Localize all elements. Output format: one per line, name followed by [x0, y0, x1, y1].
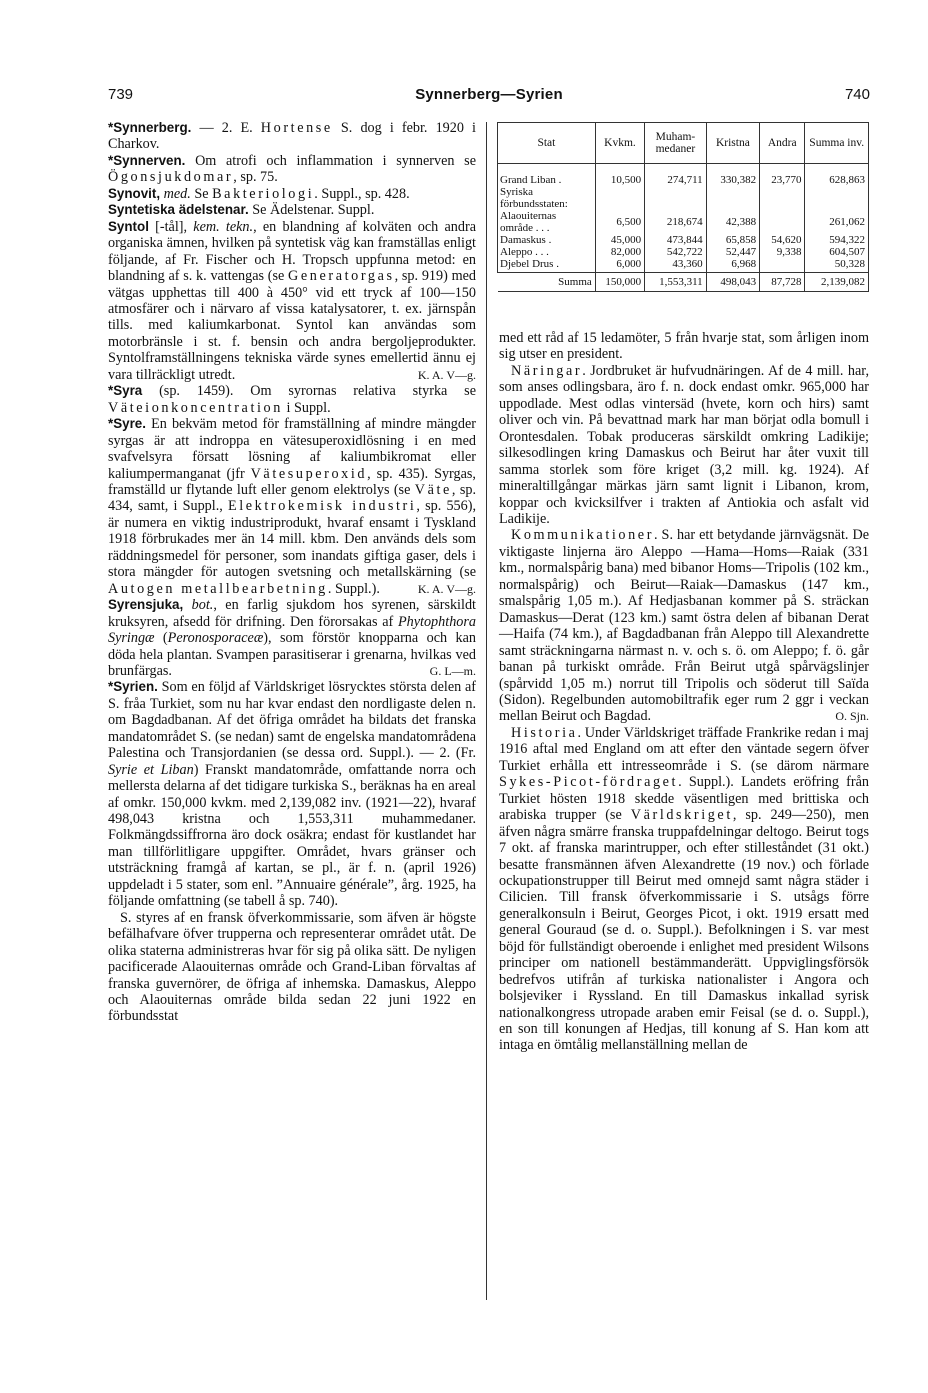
col-header-kristna: Kristna [706, 123, 759, 164]
headword: *Syre. [108, 416, 146, 432]
entry-syra: *Syra (sp. 1459). Om syrornas relativa styrka se Väteionkoncentration i Suppl. [108, 383, 476, 416]
table-row: Syriska förbundsstaten: [498, 186, 869, 210]
col-header-summa: Summa inv. [805, 123, 869, 164]
table-row: Alaouiternas område . . . 6,500 218,674 42,388 261,062 [498, 210, 869, 234]
entry-synnerberg: *Synnerberg. — 2. E. Hortense S. dog i febr. 1920 i Charkov. [108, 120, 476, 153]
page-number-left: 739 [108, 86, 134, 103]
author-signature: O. Sjn. [835, 709, 869, 724]
syria-states-table [497, 122, 869, 292]
table-row: Damaskus . 45,000 473,844 65,858 54,620 594,322 [498, 234, 869, 246]
table-header-row [498, 123, 869, 164]
section-kommunikationer: Kommunikationer. S. har ett betydande järnvägsnät. De viktigaste linjerna äro Aleppo —Hama—Homs—Raiak (331 km., normalspårig bana) med bibanor Homs—Tripolis (102 km., normalspårig) och Beirut—Raiak—Damaskus (147 km., smalspårig 1,05 m.). Af Hedjasbanan kommer på S. sträckan Damaskus—Derat (123 km.) samt östra delen af bibanan Derat—Haifa (74 km.), af Bagdadbanan från Aleppo till Alexandrette samt sträckningarna närmast n. v. och s. ö. om Aleppo; f. ö. går banan på turkiskt område. Från Beirut utgå spårvägslinjer (spårvidd 1,05 m.) norrut till Tripolis och söderut till Saïda (Sidon). Regelbunden automobiltrafik eger rum 2 ggr i veckan mellan Beirut och Bagdad. O. Sjn. [499, 527, 869, 725]
col-header-kvkm: Kvkm. [595, 123, 644, 164]
page-number-right: 740 [844, 86, 870, 103]
entry-synovit: Synovit, med. Se Bakteriologi. Suppl., sp. 428. [108, 185, 410, 202]
entry-syrensjuka: Syrensjuka, bot., en farlig sjukdom hos syrenen, särskildt kruksyren, afsedd för drifning. Den förorsakas af Phytophthora Syringæ (Peronosporaceæ), som förstör knopparna och kan döda hela plantan. Svampen parasitiserar i grenarna, hvilkas ved brunfärgas. G. L—m. [108, 597, 476, 679]
table-row: Djebel Drus . 6,000 43,360 6,968 50,328 [498, 258, 869, 273]
entry-syrien: *Syrien. Som en följd af Världskriget lösrycktes största delen af S. fråa Turkiet, som nu har kvar endast den nordligaste delen n. om Bagdadbanan. Af det öfriga området ha bildats det franska mandatområdet S. (se nedan) samt de engelska mandatområdena Palestina och Transjordanien (se dessa ord. Suppl.). — 2. (Fr. Syrie et Liban) Franskt mandatområde, omfattande norra och mellersta delarna af det tidigare turkiska S., beräknas ha en areal af omkr. 150,000 kvkm. med 2,139,082 inv. (1921—22), hvaraf 498,043 kristna och 1,553,311 muhammedaner. Folkmängdssiffrorna äro dock osäkra; endast för kustlandet har man tillförlitligare uppgifter. Området, hvars gränser och utsträckning framgå af kartan, se pl., är f. n. (april 1926) uppdeladt i 5 stater, som enl. ”Annuaire générale”, årg. 1925, ha följande omfattning (se tabell å sp. 740). [108, 679, 476, 910]
syrien-administration-paragraph: S. styres af en fransk öfverkommissarie, som äfven är högste befälhafvare öfver trupperna och representerar området utåt. De olika staterna administreras hvar för sig på olika sätt. De nyligen pacificerade Alaouiternas område och Grand-Liban förvaltas af franska guvernörer, de öfriga af inhemska. Damaskus, Aleppo och Alaouiternas område bilda sedan 22 juni 1922 en förbundsstat [108, 909, 476, 1025]
entry-synnerven: *Synnerven. Om atrofi och inflammation i synnerven se Ögonsjukdomar, sp. 75. [108, 152, 476, 186]
headword: *Syrien. [108, 679, 158, 695]
headword: Syntetiska ädelstenar. [108, 202, 249, 218]
col-header-muhammedaner: Muham-medaner [645, 123, 706, 164]
section-heading: Historia [511, 724, 578, 741]
col-header-stat: Stat [498, 123, 596, 164]
author-signature: K. A. V—g. [417, 367, 476, 382]
section-heading: Näringar [511, 362, 583, 379]
headword: Syrensjuka, [108, 597, 184, 613]
headword: Syntol [108, 218, 149, 234]
sum-label: Summa [498, 273, 596, 292]
col-header-andra: Andra [760, 123, 805, 164]
author-signature: K. A. V—g. [417, 581, 476, 596]
left-column [108, 120, 476, 1025]
entry-syntol: Syntol [-tål], kem. tekn., en blandning af kolväten och andra organiska ämnen, hvilken på syntetisk väg kan framställas enligt följande, af Fr. Fischer och H. Tropsch uppfunna metod: en blandning af s. k. vattengas (se Generatorgas, sp. 919) med vätgas upphettas till 400 à 450° vid ett tryck af 100—150 atmosfärer och i närvaro af vissa katalysatorer, t. ex. järnspån tills. med kaliumkarbonat. Syntol kan användas som motorbränsle i st. f. bensin och andra bergoljeprodukter. Syntolframställningens tekniska värde synes emellertid ännu ej vara tillräckligt utredt. K. A. V—g. [108, 218, 476, 383]
section-historia: Historia. Under Världskriget träffade Frankrike redan i maj 1916 aftal med England om att efter den väntade segern öfver Turkiet erhålla ett intresseområde i S. (se därom närmare Sykes-Picot-fördraget. Suppl.). Landets eröfring från Turkiet hösten 1918 skedde väsentligen med brittiska och arabiska trupper (se Världskriget, sp. 249—250), men äfven några smärre franska truppafdelningar deltogo. Beirut togs 7 okt. af franska marintrupper, och efter stilleståndet (31 okt.) besatte fransmännen äfven Alexandrette (19 nov.) och förlade ockupationstrupper till Beirut med omnejd samt några städer i Cilicien. Till fransk öfverkommissarie i S. utsågs förre generalkonsuln i Beirut, Georges Picot, i okt. 1919 ersatt med general Gouraud (se d. o. Suppl.). Befolkningen i S. var mest böjd för fullständigt oberoende i enlighet med president Wilsons principer om nationell bestämmanderätt. Uppviglingsförsök bedrefvos utifrån af turkiska nationalister i Angora och bolsjeviker i Ryssland. En till Damaskus inkallad syrisk nationalkongress utropade araben emir Feisal (se d. o. Suppl.), en son till konungen af Hedjas, till konung af S. Han kom att intaga en ömtålig mellanställning mellan de [499, 724, 869, 1054]
table-row: Grand Liban . 10,500 274,711 330,382 23,770 628,863 [498, 164, 869, 187]
table-sum-row: Summa 150,000 1,553,311 498,043 87,728 2,139,082 [498, 273, 869, 292]
running-title: Synnerberg—Syrien [415, 86, 563, 103]
section-naringar: Näringar. Jordbruket är hufvudnäringen. Af de 4 mill. har, som anses odlingsbara, äro f. n. dock endast omkr. 965,000 har uppodlade. Mest odlas vintersäd (hvete, korn och hirs) samt oliver och vin. På bevattnad mark har man börjat odla bomull i Orontesdalen. Tobak produceras särskildt omkring Ladikije; silkesodlingen kring Damaskus och Beirut har åter vuxit till samma storlek som före kriget (3,2 mill. kg. 1924). Af mineraltillgångar märkas järn samt lignit i Libanon, krom, koppar och kvicksilfver i trakten af Antiokia och asfalt vid Ladikije. [499, 362, 869, 527]
author-signature: G. L—m. [429, 663, 476, 678]
table-row: Aleppo . . . 82,000 542,722 52,447 9,338 604,507 [498, 246, 869, 258]
page-header [108, 86, 870, 108]
column-divider [486, 122, 487, 1300]
headword: *Synnerberg. [108, 120, 192, 135]
headword: Synovit, [108, 185, 161, 201]
section-heading: Kommunikationer [511, 527, 655, 544]
federation-council-paragraph: med ett råd af 15 ledamöter, 5 från hvarje stat, som årligen inom sig utser en president. [499, 330, 869, 363]
right-column [499, 330, 869, 1054]
headword: *Synnerven. [108, 152, 186, 168]
headword: *Syra [108, 383, 143, 399]
entry-syre: *Syre. En bekväm metod för framställning af mindre mängder syrgas är att indroppa en vätesuperoxidlösning i en med svafvelsyra försatt lösning af kaliumbikromat eller kaliumpermanganat (jfr Vätesuperoxid, sp. 435). Syrgas, framställd ur flytande luft eller genom elektrolys (se Väte, sp. 434, samt, i Suppl., Elektrokemisk industri, sp. 556), är numera en viktig industriprodukt, hvaraf ensamt i Tyskland 1918 förbrukades mer än 14 mill. kbm. Den används dels som räddningsmedel för personer, som inandats giftiga gaser, dels i stora mängder för autogen svetsning och metallskärning (se Autogen metallbearbetning. Suppl.). K. A. V—g. [108, 416, 477, 597]
entry-syntetiska-adelstenar: Syntetiska ädelstenar. Se Ädelstenar. Suppl. [108, 202, 375, 219]
